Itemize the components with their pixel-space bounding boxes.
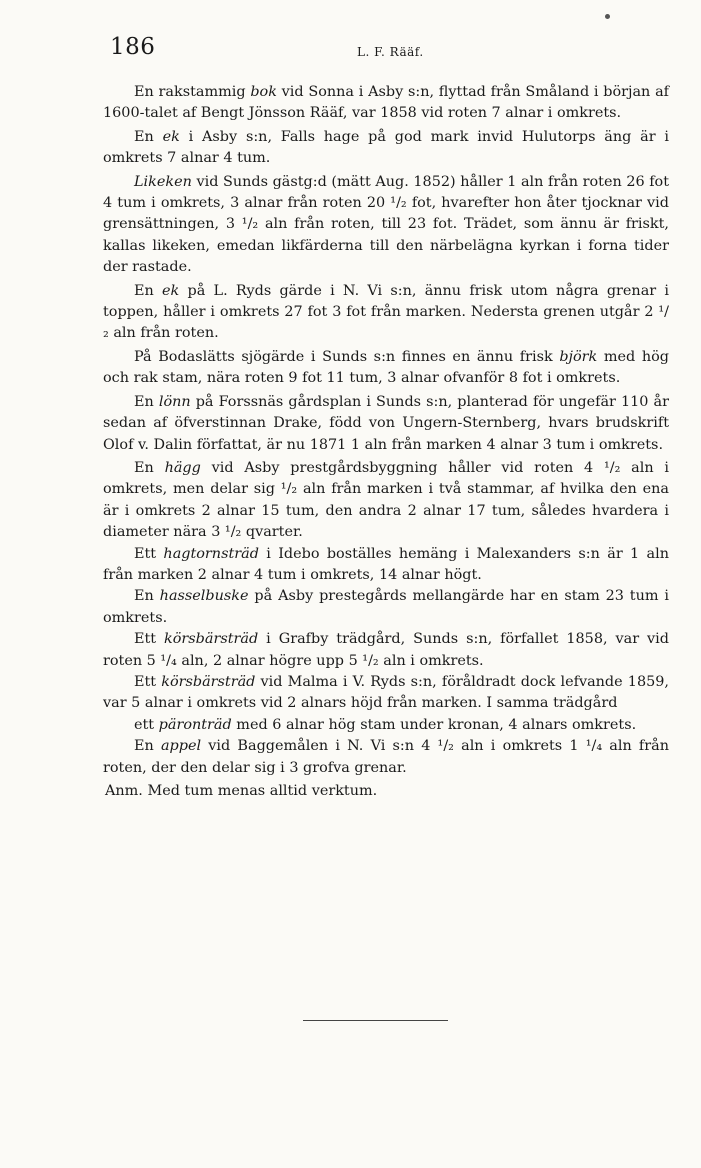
page-number: 186 [110, 34, 156, 60]
paragraph: En appel vid Baggemålen i N. Vi s:n 4 ¹/₂ aln i omkrets 1 ¹/₄ aln från roten, der den delar sig i 3 grofva grenar. [103, 738, 669, 776]
paragraph: En lönn på Forssnäs gårdsplan i Sunds s:n, planterad för ungefär 110 år sedan af öfverstinnan Drake, född von Ungern-Sternberg, hvars brudskrift Olof v. Dalin författat, är nu 1871 1 aln från marken 4 alnar 3 tum i omkrets. [103, 393, 669, 453]
paragraph: Ett körsbärsträd i Grafby trädgård, Sunds s:n, förfallet 1858, var vid roten 5 ¹/₄ aln, 2 alnar högre upp 5 ¹/₂ aln i omkrets. [103, 631, 669, 669]
footnote: Anm. Med tum menas alltid verktum. [105, 783, 378, 799]
paragraph: På Bodaslätts sjögärde i Sunds s:n finnes en ännu frisk björk med hög och rak stam, nära roten 9 fot 11 tum, 3 alnar ofvanför 8 fot i omkrets. [103, 348, 669, 387]
end-rule [303, 1020, 448, 1021]
paragraph: En ek i Asby s:n, Falls hage på god mark invid Hulutorps äng är i omkrets 7 alnar 4 tum. [103, 128, 669, 167]
paragraph: En hägg vid Asby prestgårdsbyggning håller vid roten 4 ¹/₂ aln i omkrets, men delar sig ¹/₂ aln från marken i två stammar, af hvilka den ena är i omkrets 2 alnar 15 tum, den andra 2 alnar 17 tum, således hvardera i diameter nära 3 ¹/₂ qvarter. [103, 459, 669, 541]
paragraph: En rakstammig bok vid Sonna i Asby s:n, flyttad från Småland i början af 1600-talet af Bengt Jönsson Rääf, var 1858 vid roten 7 alnar i omkrets. [103, 84, 669, 122]
running-head: L. F. Rääf. [357, 45, 424, 59]
paragraph: Ett hagtornsträd i Idebo boställes hemäng i Malexanders s:n är 1 aln från marken 2 alnar 4 tum i omkrets, 14 alnar högt. [103, 545, 669, 583]
paragraph: Ett körsbärsträd vid Malma i V. Ryds s:n, föråldradt dock lefvande 1859, var 5 alnar i omkrets vid 2 alnars höjd från marken. I samma trädgård [103, 673, 669, 712]
paragraph: En ek på L. Ryds gärde i N. Vi s:n, ännu frisk utom några grenar i toppen, håller i omkrets 27 fot 3 fot från marken. Nedersta grenen utgår 2 ¹/₂ aln från roten. [103, 282, 669, 342]
paragraph: Likeken vid Sunds gästg:d (mätt Aug. 1852) håller 1 aln från roten 26 fot 4 tum i omkrets, 3 alnar från roten 20 ¹/₂ fot, hvarefter hon åter tjocknar vid grensättningen, 3 ¹/₂ aln från roten, till 23 fot. Trädet, som ännu är friskt, kallas likeken, emedan likfärderna till den närbelägna kyrkan i forna tider der rastade. [103, 173, 669, 276]
paragraph: En hasselbuske på Asby prestegårds mellangärde har en stam 23 tum i omkrets. [103, 588, 669, 626]
body-text [103, 82, 669, 802]
ink-speck [605, 14, 610, 19]
paragraph: ett päronträd med 6 alnar hög stam under kronan, 4 alnars omkrets. [134, 716, 637, 733]
